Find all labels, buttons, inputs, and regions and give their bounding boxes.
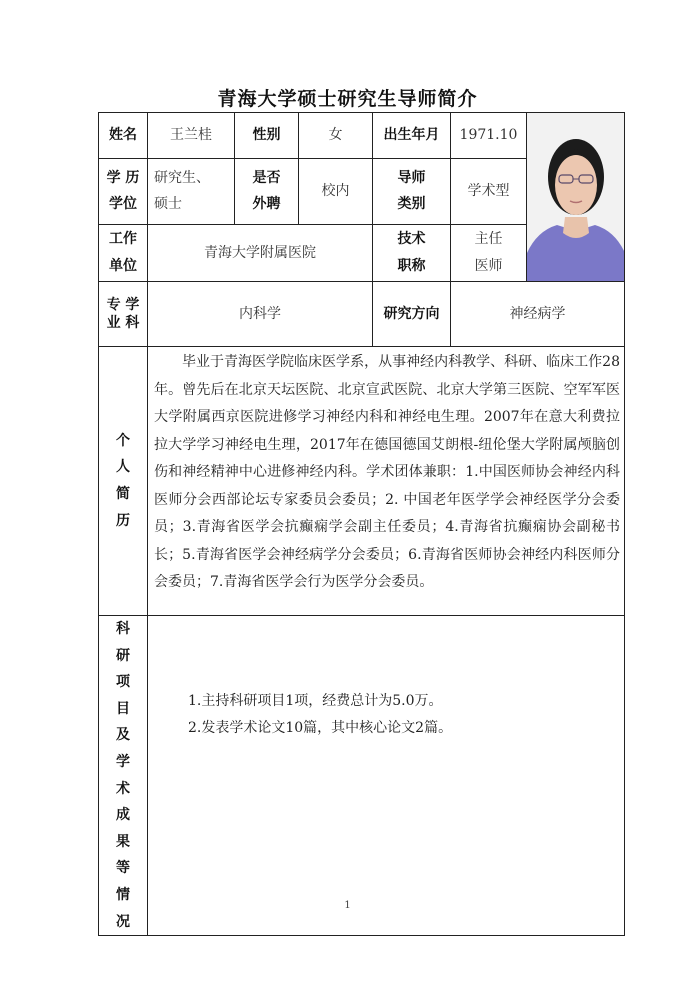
workplace-value: 青海大学附属医院	[148, 224, 373, 281]
birth-label: 出生年月	[373, 113, 451, 159]
photo-cell	[527, 113, 625, 282]
birth-value: 1971.10	[451, 113, 527, 159]
gender-value: 女	[299, 113, 373, 159]
major-value: 内科学	[148, 282, 373, 347]
achievements-label: 科 研 项 目 及 学 术 成 果 等 情 况	[99, 616, 148, 936]
job-title-value: 主任 医师	[451, 224, 527, 281]
education-value: 研究生、 硕士	[148, 159, 235, 224]
research-value: 神经病学	[451, 282, 625, 347]
biography-label: 个 人 简 历	[99, 347, 148, 616]
achievement-item: 1.主持科研项目1项，经费总计为5.0万。	[188, 693, 443, 709]
education-label: 学 历 学位	[99, 159, 148, 224]
major-label: 专 学 业 科	[99, 282, 148, 347]
portrait-photo	[527, 113, 624, 281]
name-label: 姓名	[99, 113, 148, 159]
external-value: 校内	[299, 159, 373, 224]
mentor-type-label: 导师 类别	[373, 159, 451, 224]
profile-table	[98, 112, 625, 936]
job-title-label: 技术 职称	[373, 224, 451, 281]
name-value: 王兰桂	[148, 113, 235, 159]
achievement-item: 2.发表学术论文10篇，其中核心论文2篇。	[188, 720, 453, 736]
mentor-type-value: 学术型	[451, 159, 527, 224]
document-title: 青海大学硕士研究生导师简介	[217, 88, 478, 110]
biography-text: 毕业于青海医学院临床医学系，从事神经内科教学、科研、临床工作28年。曾先后在北京天坛医院、北京宣武医院、北京大学第三医院、空军军医大学附属西京医院进修学习神经内科和神经电生理。2007年在意大利费拉拉大学学习神经电生理，2017年在德国德国艾朗根-纽伦堡大学附属颅脑创伤和神经精神中心进修神经内科。学术团体兼职：1.中国医师协会神经内科医师分会西部论坛专家委员会委员；2. 中国老年医学学会神经医学分会委员；3.青海省医学会抗癫痫学会副主任委员；4.青海省抗癫痫协会副秘书长；5.青海省医学会神经病学分会委员；6.青海省医师协会神经内科医师分会委员；7.青海省医学会行为医学分会委员。	[148, 347, 625, 616]
gender-label: 性别	[235, 113, 299, 159]
achievements-list	[148, 616, 625, 936]
external-label: 是否 外聘	[235, 159, 299, 224]
research-label: 研究方向	[373, 282, 451, 347]
workplace-label: 工作 单位	[99, 224, 148, 281]
page-number: 1	[344, 900, 351, 911]
